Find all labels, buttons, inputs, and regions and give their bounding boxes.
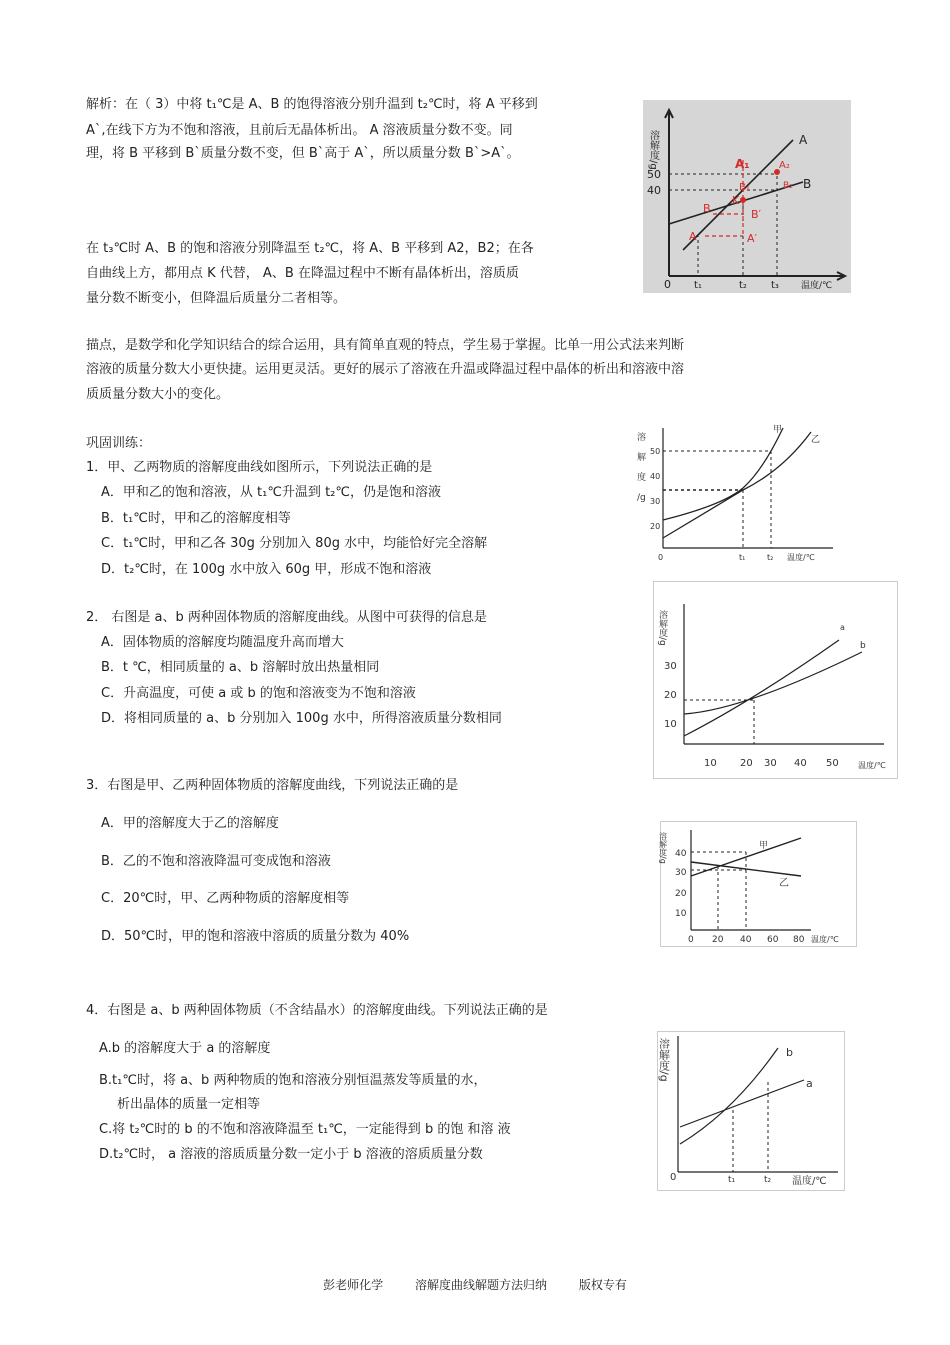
- fig1-label-b: B: [803, 177, 812, 191]
- fig3-curve-b: [684, 652, 862, 714]
- fig5-ylabel: 溶解度/g: [657, 1038, 671, 1082]
- figure-q3-graph: [660, 821, 857, 947]
- summary-line-2: 溶液的质量分数大小更快捷。运用更灵活。更好的展示了溶液在升温或降温过程中晶体的析出和溶液中溶: [86, 362, 685, 377]
- q3-option-c: C．20℃时，甲、乙两种物质的溶解度相等: [101, 891, 350, 906]
- fig1-xtick-0: 0: [664, 278, 671, 291]
- q4-stem: 4．右图是 a、b 两种固体物质（不含结晶水）的溶解度曲线。下列说法正确的是: [86, 1003, 548, 1018]
- q4-option-b-cont: 析出晶体的质量一定相等: [117, 1097, 261, 1112]
- fig1-ytick-40: 40: [647, 184, 661, 197]
- q2-option-c: C．升高温度，可使 a 或 b 的饱和溶液变为不饱和溶液: [101, 686, 416, 701]
- fig4-ytick-30: 30: [675, 868, 687, 878]
- fig1-label-b1: B₁: [739, 182, 750, 193]
- fig5-series-a: a: [806, 1077, 813, 1090]
- footer-copyright: 版权专有: [578, 1278, 627, 1292]
- q1-stem: 1．甲、乙两物质的溶解度曲线如图所示，下列说法正确的是: [86, 460, 433, 475]
- fig3-ytick-10: 10: [664, 719, 677, 730]
- fig1-label-a1: A₁: [735, 157, 750, 171]
- footer-title: 溶解度曲线解题方法归纳: [414, 1278, 547, 1292]
- fig2-xtick-t1: t₁: [739, 553, 746, 562]
- fig4-xlabel: 温度/℃: [811, 935, 839, 944]
- analysis-line-2: A`,在线下方为不饱和溶液，且前后无晶体析出。 A 溶液质量分数不变。同: [86, 123, 513, 138]
- analysis-line-4: 在 t₃℃时 A、B 的饱和溶液分别降温至 t₂℃，将 A、B 平移到 A2，B2；在各: [86, 241, 534, 256]
- fig5-xtick-t1: t₁: [728, 1175, 736, 1185]
- fig2-series-jia: 甲: [773, 425, 783, 435]
- fig4-ytick-20: 20: [675, 889, 687, 899]
- fig2-series-yi: 乙: [811, 435, 821, 445]
- fig3-xlabel: 温度/℃: [858, 761, 886, 770]
- fig5-curve-a: [680, 1080, 804, 1127]
- fig3-ytick-30: 30: [664, 661, 677, 672]
- q1-option-c: C．t₁℃时，甲和乙各 30g 分别加入 80g 水中，均能恰好完全溶解: [101, 536, 488, 551]
- fig2-ylabel-1: 溶: [637, 433, 647, 443]
- fig1-label-b-red: B: [703, 202, 711, 215]
- q4-option-a: A.b 的溶解度大于 a 的溶解度: [99, 1041, 271, 1056]
- fig1-label-b2: B₂: [783, 181, 793, 191]
- fig3-curve-a: [684, 640, 839, 736]
- fig2-xtick-t2: t₂: [767, 553, 774, 562]
- fig3-xtick-40: 40: [794, 758, 807, 769]
- fig2-ylabel-2: 解: [637, 453, 647, 463]
- fig1-xlabel: 温度/℃: [801, 281, 833, 291]
- q4-option-d: D.t₂℃时， a 溶液的溶质质量分数一定小于 b 溶液的溶质质量分数: [99, 1147, 483, 1162]
- fig3-xtick-30: 30: [764, 758, 777, 769]
- fig1-label-k: K: [732, 194, 740, 207]
- fig4-ytick-10: 10: [675, 909, 687, 919]
- q2-stem: 2． 右图是 a、b 两种固体物质的溶解度曲线。从图中可获得的信息是: [86, 610, 487, 625]
- fig2-ytick-30: 30: [650, 497, 661, 506]
- fig5-xtick-t2: t₂: [764, 1175, 772, 1185]
- q3-option-d: D．50℃时，甲的饱和溶液中溶质的质量分数为 40%: [101, 929, 410, 944]
- fig3-ytick-20: 20: [664, 690, 677, 701]
- figure-analysis-graph: [643, 100, 851, 293]
- fig4-xtick-80: 80: [793, 935, 805, 945]
- fig1-label-a2: A₂: [779, 160, 790, 171]
- figure-q4-graph: [657, 1031, 845, 1191]
- fig1-xtick-t3: t₃: [771, 280, 779, 291]
- fig4-series-jia: 甲: [759, 841, 769, 851]
- analysis-line-6: 量分数不断变小，但降温后质量分二者相等。: [86, 291, 347, 306]
- q1-option-d: D．t₂℃时，在 100g 水中放入 60g 甲，形成不饱和溶液: [101, 562, 432, 577]
- fig5-series-b: b: [786, 1046, 793, 1059]
- fig3-series-b: b: [860, 641, 866, 651]
- fig1-label-a-prime: A′: [747, 232, 758, 245]
- fig1-label-a-red: A: [689, 230, 697, 243]
- fig4-xtick-60: 60: [767, 935, 779, 945]
- fig1-xtick-t1: t₁: [694, 280, 702, 291]
- q2-option-a: A．固体物质的溶解度均随温度升高而增大: [101, 635, 344, 650]
- fig1-xtick-t2: t₂: [739, 280, 747, 291]
- fig2-ylabel-4: /g: [637, 493, 646, 503]
- figure-q2-graph: [653, 581, 898, 779]
- fig2-ytick-40: 40: [650, 472, 661, 481]
- fig3-xtick-10: 10: [704, 758, 717, 769]
- fig2-xtick-0: 0: [658, 553, 664, 562]
- fig3-xtick-20: 20: [740, 758, 753, 769]
- summary-line-3: 质质量分数大小的变化。: [86, 387, 230, 402]
- fig4-xtick-0: 0: [688, 935, 694, 945]
- q3-option-a: A．甲的溶解度大于乙的溶解度: [101, 816, 279, 831]
- q3-stem: 3．右图是甲、乙两种固体物质的溶解度曲线，下列说法正确的是: [86, 778, 459, 793]
- q1-option-b: B．t₁℃时，甲和乙的溶解度相等: [101, 511, 291, 526]
- q3-option-b: B．乙的不饱和溶液降温可变成饱和溶液: [101, 854, 331, 869]
- analysis-line-1: 解析：在（ 3）中将 t₁℃是 A、B 的饱得溶液分别升温到 t₂℃时，将 A 平移到: [86, 97, 538, 112]
- fig5-xlabel: 温度/℃: [792, 1176, 827, 1187]
- summary-line-1: 描点，是数学和化学知识结合的综合运用，具有简单直观的特点，学生易于掌握。比单一用公式法来判断: [86, 338, 685, 353]
- fig5-xtick-0: 0: [670, 1172, 677, 1183]
- fig1-ytick-50: 50: [647, 168, 661, 181]
- fig4-ylabel: 溶解度/g: [658, 832, 668, 864]
- figure-q1-graph: [633, 420, 843, 568]
- fig3-xtick-50: 50: [826, 758, 839, 769]
- fig1-label-a: A: [799, 133, 808, 147]
- fig2-ylabel-3: 度: [637, 473, 647, 483]
- fig3-ylabel: 溶解度/g: [657, 610, 667, 646]
- fig1-ylabel: 溶解度/g: [647, 130, 659, 170]
- q1-option-a: A．甲和乙的饱和溶液，从 t₁℃升温到 t₂℃，仍是饱和溶液: [101, 485, 441, 500]
- footer-author: 彭老师化学: [323, 1278, 384, 1292]
- practice-title: 巩固训练：: [86, 436, 152, 451]
- fig4-xtick-40: 40: [740, 935, 752, 945]
- fig3-series-a: a: [840, 623, 845, 632]
- fig1-label-b-prime: B′: [751, 208, 762, 221]
- fig4-series-yi: 乙: [779, 878, 789, 889]
- q4-option-c: C.将 t₂℃时的 b 的不饱和溶液降温至 t₁℃，一定能得到 b 的饱 和溶 液: [99, 1122, 511, 1137]
- fig2-curve-yi: [663, 432, 811, 538]
- fig2-ytick-50: 50: [650, 447, 661, 456]
- q2-option-b: B．t ℃，相同质量的 a、b 溶解时放出热量相同: [101, 660, 380, 675]
- analysis-line-5: 自曲线上方，都用点 K 代替， A、B 在降温过程中不断有晶体析出，溶质质: [86, 266, 519, 281]
- q2-option-d: D．将相同质量的 a、b 分别加入 100g 水中，所得溶液质量分数相同: [101, 711, 502, 726]
- fig2-curve-jia: [663, 428, 783, 520]
- analysis-line-3: 理，将 B 平移到 B`质量分数不变，但 B`高于 A`，所以质量分数 B`>A`。: [86, 146, 520, 161]
- page-footer: [0, 1276, 950, 1293]
- fig2-xlabel: 温度/℃: [787, 553, 815, 562]
- fig4-xtick-20: 20: [712, 935, 724, 945]
- fig4-ytick-40: 40: [675, 849, 687, 859]
- fig2-ytick-20: 20: [650, 522, 661, 531]
- q4-option-b: B.t₁℃时，将 a、b 两种物质的饱和溶液分别恒温蒸发等质量的水，: [99, 1073, 487, 1088]
